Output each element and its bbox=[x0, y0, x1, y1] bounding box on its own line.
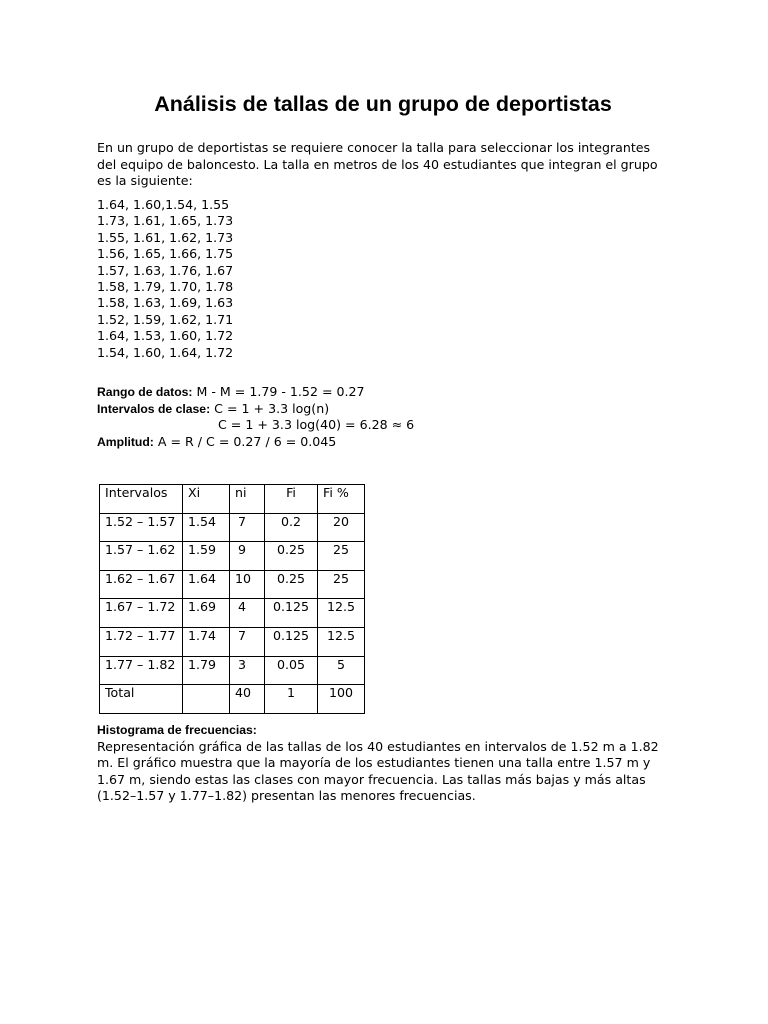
class-intervals-line bbox=[97, 401, 414, 418]
class-intervals-label: Intervalos de clase: bbox=[97, 401, 211, 416]
data-line: 1.56, 1.65, 1.66, 1.75 bbox=[97, 246, 234, 262]
cell-xi: 1.54 bbox=[183, 513, 230, 542]
cell-fi: 0.25 bbox=[265, 570, 318, 599]
table-row bbox=[100, 599, 365, 628]
table-row bbox=[100, 570, 365, 599]
data-line: 1.54, 1.60, 1.64, 1.72 bbox=[97, 344, 234, 360]
cell-total-xi bbox=[183, 685, 230, 714]
description-line: Representación gráfica de las tallas de los 40 estudiantes en intervalos de 1.52 m a 1.82 bbox=[97, 739, 659, 754]
cell-ni: 4 bbox=[230, 599, 265, 628]
cell-fi-percent: 25 bbox=[318, 542, 365, 571]
cell-fi-percent: 12.5 bbox=[318, 627, 365, 656]
class-intervals-formula: C = 1 + 3.3 log(n) bbox=[210, 400, 330, 416]
table-row bbox=[100, 656, 365, 685]
cell-interval: 1.72 – 1.77 bbox=[100, 627, 183, 656]
cell-interval: 1.57 – 1.62 bbox=[100, 542, 183, 571]
cell-xi: 1.64 bbox=[183, 570, 230, 599]
frequency-table bbox=[99, 484, 365, 714]
cell-total-fi: 1 bbox=[265, 685, 318, 714]
cell-fi: 0.05 bbox=[265, 656, 318, 685]
data-line: 1.64, 1.53, 1.60, 1.72 bbox=[97, 328, 234, 344]
cell-ni: 7 bbox=[230, 627, 265, 656]
description-line: m. El gráfico muestra que la mayoría de los estudiantes tienen una talla entre 1.57 m y bbox=[97, 755, 651, 771]
header-fi: Fi bbox=[265, 485, 318, 514]
cell-total-fi-percent: 100 bbox=[318, 685, 365, 714]
cell-fi: 0.125 bbox=[265, 627, 318, 656]
cell-ni: 3 bbox=[230, 656, 265, 685]
data-line: 1.73, 1.61, 1.65, 1.73 bbox=[97, 213, 234, 229]
cell-fi-percent: 5 bbox=[318, 656, 365, 685]
cell-xi: 1.59 bbox=[183, 542, 230, 571]
header-ni: ni bbox=[230, 485, 265, 514]
amplitude-formula: A = R / C = 0.27 / 6 = 0.045 bbox=[153, 433, 337, 449]
data-line: 1.64, 1.60,1.54, 1.55 bbox=[97, 197, 230, 212]
data-line: 1.52, 1.59, 1.62, 1.71 bbox=[97, 311, 234, 327]
intro-paragraph bbox=[97, 140, 669, 190]
cell-total-label: Total bbox=[100, 685, 183, 714]
amplitude-label: Amplitud: bbox=[97, 434, 154, 449]
cell-ni: 9 bbox=[230, 542, 265, 571]
histogram-description bbox=[97, 739, 659, 805]
cell-ni: 10 bbox=[230, 570, 265, 599]
range-label: Rango de datos: bbox=[97, 385, 193, 399]
range-line bbox=[97, 384, 414, 401]
intro-line: del equipo de baloncesto. La talla en metros de los 40 estudiantes que integran el grupo bbox=[97, 156, 658, 172]
formulas-section bbox=[97, 384, 414, 450]
cell-interval: 1.52 – 1.57 bbox=[100, 513, 183, 542]
table-row bbox=[100, 542, 365, 571]
cell-xi: 1.74 bbox=[183, 627, 230, 656]
range-formula: M - M = 1.79 - 1.52 = 0.27 bbox=[192, 384, 365, 399]
page-title: Análisis de tallas de un grupo de deportistas bbox=[154, 92, 612, 116]
cell-interval: 1.67 – 1.72 bbox=[100, 599, 183, 628]
header-xi: Xi bbox=[183, 485, 230, 514]
cell-ni: 7 bbox=[230, 513, 265, 542]
cell-fi-percent: 20 bbox=[318, 513, 365, 542]
data-line: 1.57, 1.63, 1.76, 1.67 bbox=[97, 262, 234, 278]
cell-fi-percent: 25 bbox=[318, 570, 365, 599]
header-intervals: Intervalos bbox=[100, 485, 183, 514]
cell-interval: 1.77 – 1.82 bbox=[100, 656, 183, 685]
height-data-list bbox=[97, 197, 233, 361]
table-header-row bbox=[100, 485, 365, 514]
histogram-heading: Histograma de frecuencias: bbox=[97, 723, 257, 737]
data-line: 1.58, 1.63, 1.69, 1.63 bbox=[97, 295, 234, 311]
intro-line: En un grupo de deportistas se requiere conocer la talla para seleccionar los integrantes bbox=[97, 140, 651, 155]
amplitude-line bbox=[97, 434, 414, 451]
table-total-row bbox=[100, 685, 365, 714]
cell-total-ni: 40 bbox=[230, 685, 265, 714]
cell-fi: 0.2 bbox=[265, 513, 318, 542]
cell-interval: 1.62 – 1.67 bbox=[100, 570, 183, 599]
data-line: 1.58, 1.79, 1.70, 1.78 bbox=[97, 279, 234, 295]
cell-fi: 0.25 bbox=[265, 542, 318, 571]
cell-fi: 0.125 bbox=[265, 599, 318, 628]
header-fi-percent: Fi % bbox=[318, 485, 365, 514]
cell-fi-percent: 12.5 bbox=[318, 599, 365, 628]
intro-line: es la siguiente: bbox=[97, 173, 193, 188]
class-intervals-result: C = 1 + 3.3 log(40) = 6.28 ≈ 6 bbox=[218, 417, 415, 432]
cell-xi: 1.69 bbox=[183, 599, 230, 628]
description-line: (1.52–1.57 y 1.77–1.82) presentan las menores frecuencias. bbox=[97, 788, 476, 804]
data-line: 1.55, 1.61, 1.62, 1.73 bbox=[97, 229, 234, 245]
description-line: 1.67 m, siendo estas las clases con mayor frecuencia. Las tallas más bajas y más altas bbox=[97, 771, 646, 787]
cell-xi: 1.79 bbox=[183, 656, 230, 685]
table-row bbox=[100, 627, 365, 656]
table-row bbox=[100, 513, 365, 542]
